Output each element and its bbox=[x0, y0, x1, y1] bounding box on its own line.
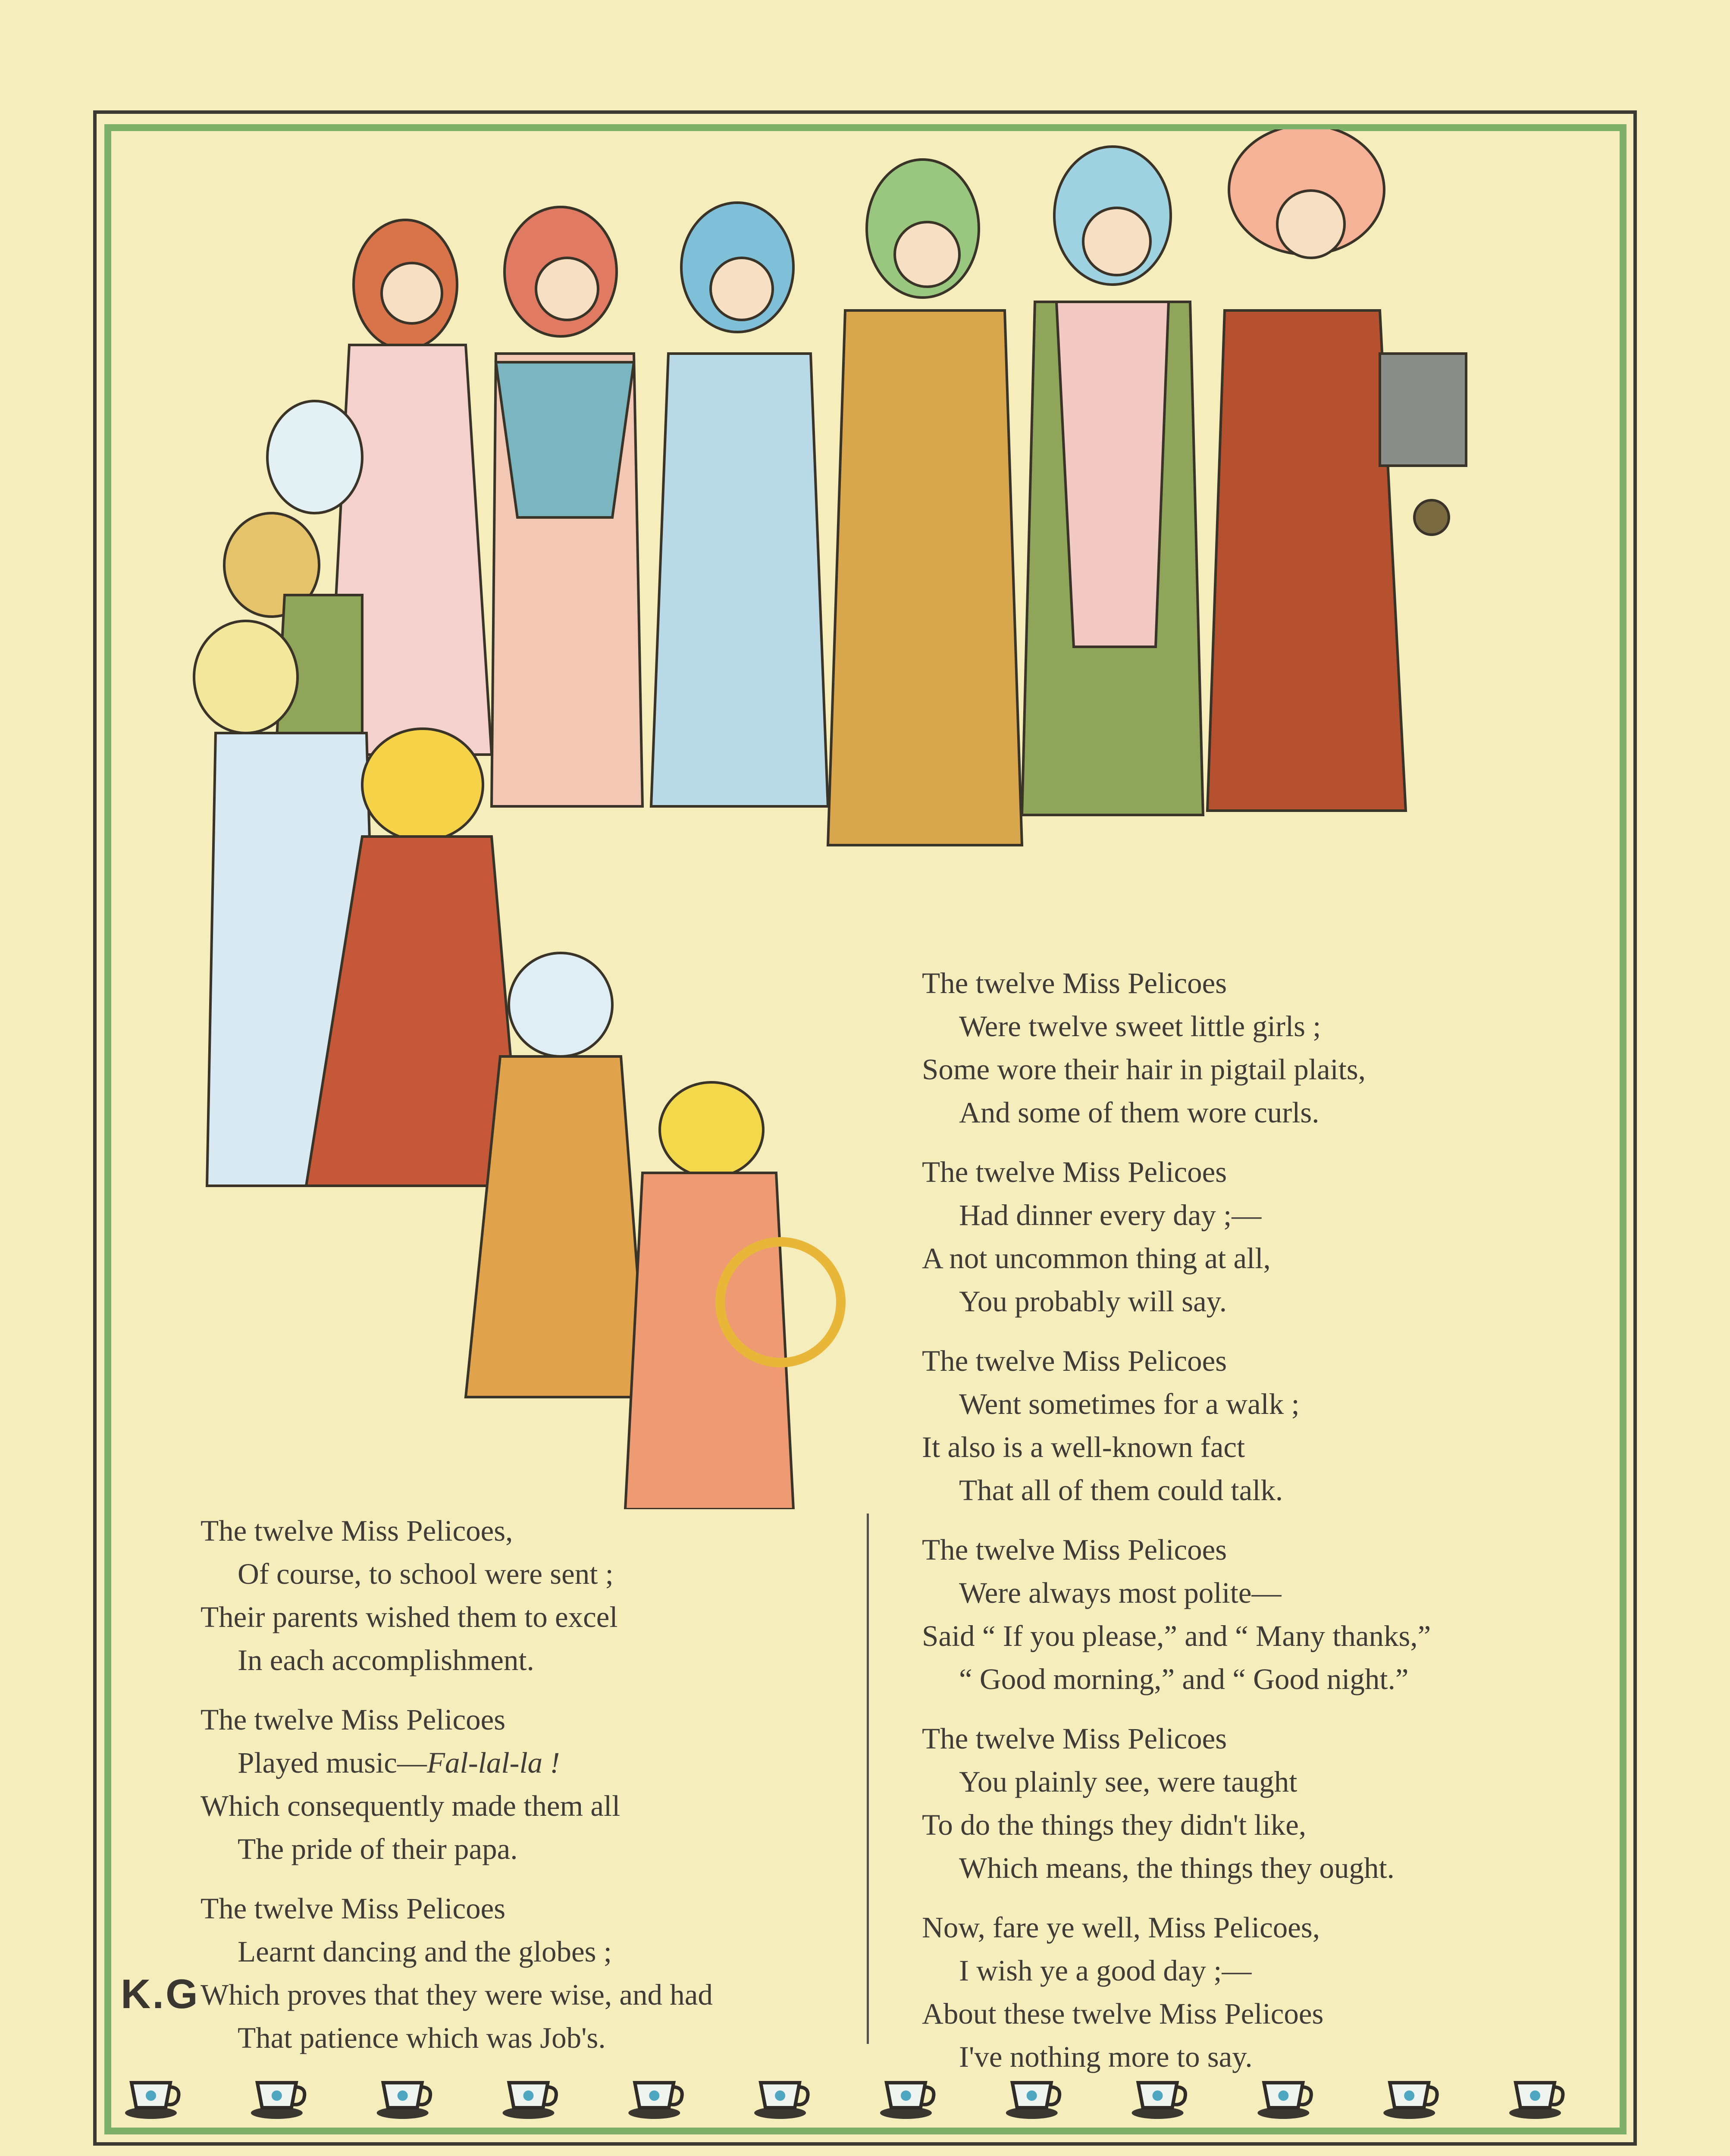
poem-line: That all of them could talk. bbox=[959, 1474, 1283, 1507]
poem-line: Learnt dancing and the globes ; bbox=[238, 1935, 612, 1968]
poem-line: A not uncommon thing at all, bbox=[922, 1242, 1271, 1275]
poem-line-italic: Fal-lal-la ! bbox=[426, 1746, 560, 1779]
stanza bbox=[922, 1150, 1612, 1323]
poem-line: Of course, to school were sent ; bbox=[238, 1557, 614, 1590]
girls-top-row bbox=[328, 129, 1466, 845]
poem-line: To do the things they didn't like, bbox=[922, 1808, 1307, 1841]
teacup-border bbox=[0, 2065, 1730, 2126]
poem-line-text: Played music— bbox=[238, 1746, 427, 1779]
poem-line: The twelve Miss Pelicoes bbox=[201, 1892, 506, 1925]
poem-line: The twelve Miss Pelicoes bbox=[922, 1722, 1227, 1755]
poem-line: You plainly see, were taught bbox=[959, 1765, 1298, 1798]
poem-line: The pride of their papa. bbox=[238, 1833, 518, 1865]
teacup-icon bbox=[880, 2083, 934, 2119]
poem-line: Which consequently made them all bbox=[201, 1789, 621, 1822]
poem-line: It also is a well-known fact bbox=[922, 1431, 1245, 1463]
poem-line: The twelve Miss Pelicoes bbox=[201, 1703, 506, 1736]
stanza bbox=[922, 962, 1612, 1134]
teacup-icon bbox=[1383, 2083, 1437, 2119]
poem-line: I've nothing more to say. bbox=[959, 2040, 1253, 2073]
poem-line: The twelve Miss Pelicoes bbox=[922, 1533, 1227, 1566]
poem-line: And some of them wore curls. bbox=[959, 1096, 1319, 1129]
stanza bbox=[922, 1717, 1612, 1890]
teacup-icon bbox=[502, 2083, 556, 2119]
poem-line: Which means, the things they ought. bbox=[959, 1852, 1395, 1884]
poem-line: The twelve Miss Pelicoes bbox=[922, 1156, 1227, 1188]
stanza bbox=[201, 1887, 847, 2059]
kg-monogram: K.G bbox=[121, 1971, 200, 2017]
poem-line: Now, fare ye well, Miss Pelicoes, bbox=[922, 1911, 1320, 1944]
teacup-icon bbox=[754, 2083, 808, 2119]
poem-line: Some wore their hair in pigtail plaits, bbox=[922, 1053, 1366, 1086]
poem-left-column bbox=[201, 1509, 847, 2076]
poem-line: Were twelve sweet little girls ; bbox=[959, 1010, 1321, 1043]
poem-line: About these twelve Miss Pelicoes bbox=[922, 1997, 1324, 2030]
poem-line: Said “ If you please,” and “ Many thanks,” bbox=[922, 1620, 1431, 1652]
poem-line: Had dinner every day ;— bbox=[959, 1199, 1262, 1232]
teacup-icon bbox=[1509, 2083, 1563, 2119]
stanza bbox=[201, 1509, 847, 1682]
column-divider bbox=[867, 1514, 869, 2044]
poem-line: Which proves that they were wise, and had bbox=[201, 1978, 713, 2011]
poem-line: “ Good morning,” and “ Good night.” bbox=[959, 1663, 1409, 1695]
poem-line bbox=[201, 1741, 847, 1784]
poem-line: That patience which was Job's. bbox=[238, 2021, 606, 2054]
poem-right-column bbox=[922, 962, 1612, 2095]
poem-line: Were always most polite— bbox=[959, 1576, 1282, 1609]
teacup-icon bbox=[251, 2083, 305, 2119]
teacup-icon bbox=[628, 2083, 682, 2119]
poem-line: The twelve Miss Pelicoes bbox=[922, 1344, 1227, 1377]
stanza bbox=[201, 1698, 847, 1871]
poem-line: In each accomplishment. bbox=[238, 1644, 534, 1677]
teacup-icon bbox=[1132, 2083, 1186, 2119]
poem-line: You probably will say. bbox=[959, 1285, 1227, 1318]
poem-line: Went sometimes for a walk ; bbox=[959, 1388, 1300, 1420]
poem-line: The twelve Miss Pelicoes bbox=[922, 967, 1227, 1000]
teacup-icon bbox=[377, 2083, 431, 2119]
teacup-icon bbox=[1257, 2083, 1311, 2119]
stanza bbox=[922, 1528, 1612, 1701]
teacup-icon bbox=[1006, 2083, 1060, 2119]
stanza bbox=[922, 1906, 1612, 2078]
poem-line: Their parents wished them to excel bbox=[201, 1601, 618, 1633]
poem-line: I wish ye a good day ;— bbox=[959, 1954, 1252, 1987]
teacup-icon bbox=[125, 2083, 179, 2119]
poem-line: The twelve Miss Pelicoes, bbox=[201, 1514, 513, 1547]
stanza bbox=[922, 1339, 1612, 1512]
